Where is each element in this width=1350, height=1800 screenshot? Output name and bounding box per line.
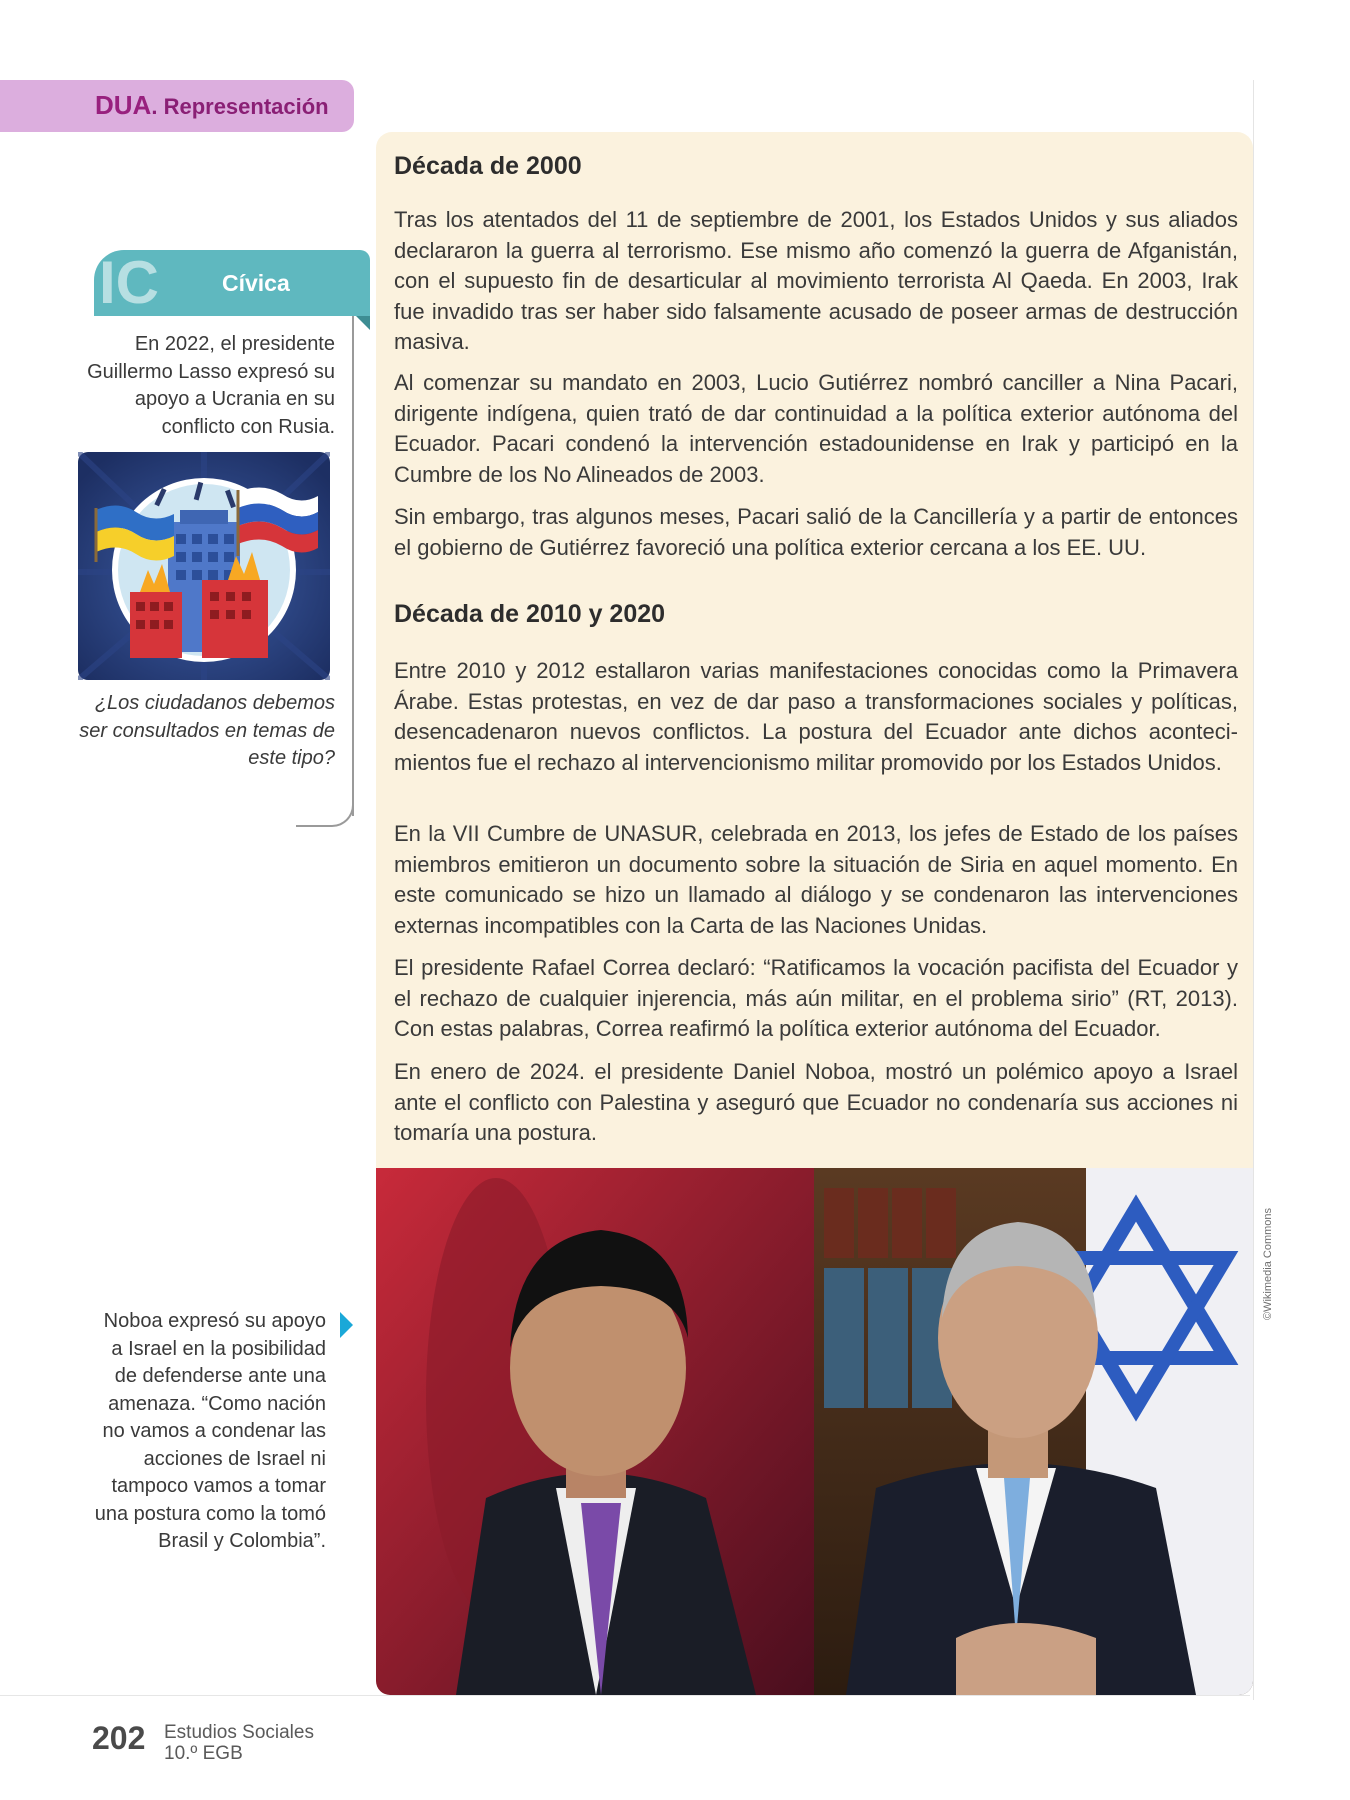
civica-title: Cívica [222,270,290,296]
footer-grade: 10.º EGB [164,1743,243,1764]
photo-credit: ©Wikimedia Commons [1262,1207,1274,1320]
paragraph: Al comenzar su mandato en 2003, Lucio Gutiérrez nombró canciller a Nina Pacari, dirigente indígena, quien trató de dar continuidad a la política exterior autónoma del Ecuador. Pacari condenó la intervención estadounidense en Irak y participó en la Cumbre de los No Alineados de 2003. [394,370,1238,487]
page-bottom-rule [0,1695,1250,1696]
page-right-rule [1253,80,1254,1700]
civica-ic-icon: IC [99,249,159,316]
civica-header [94,250,370,316]
dua-tab [0,80,354,132]
heading-decada-2010-2020: Década de 2010 y 2020 [394,600,666,628]
paragraph: En la VII Cumbre de UNASUR, celebrada en 2013, los jefes de Estado de los países miembros emitieron un documento sobre la situación de Siria en aquel momento. En este comunicado se hizo un llamado al diálogo y se condenaron las intervenciones externas incompatibles con la Carta de las Naciones Unidas. [394,821,1238,938]
heading-decada-2000: Década de 2000 [394,152,582,180]
footer-subject: Estudios Sociales [164,1722,314,1743]
paragraph: Sin embargo, tras algunos meses, Pacari salió de la Cancillería y a partir de entonces el gobierno de Gutiérrez favoreció una política exterior cercana a los EE. UU. [394,504,1238,560]
page-number: 202 [92,1720,146,1756]
civica-question: ¿Los ciudadanos debemos ser consultados en temas de este tipo? [79,692,335,769]
paragraph: Entre 2010 y 2012 estallaron varias manifestaciones conocidas como la Primavera Árabe. Estas protestas, en vez de dar paso a transformaciones sociales y políticas, desencadenaron nuevos conflictos. La postura del Ecuador ante dichos acontecimientos fue el rechazo al intervencionismo militar promovido por los Estados Unidos. [394,658,1238,775]
civica-border [352,316,354,816]
caption-arrow-icon [340,1312,353,1338]
paragraph: El presidente Rafael Correa declaró: “Ratificamos la vocación pacifista del Ecuador y el rechazo de cualquier injerencia, más aún militar, en el problema sirio” (RT, 2013). Con estas palabras, Correa reafirmó la política exterior autónoma del Ecuador. [394,955,1238,1041]
civica-fold [356,316,370,330]
photo-caption: Noboa expresó su apoyo a Israel en la posibilidad de defenderse ante una amenaza. “Como nación no vamos a condenar las acciones de Israel ni tampoco vamos a tomar una postura como la tomó Brasil y Colombia”. [94,1310,326,1552]
civica-text: En 2022, el presidente Guillermo Lasso expresó su apoyo a Ucrania en su conflicto con Rusia. [87,333,335,438]
civica-border-curve [296,770,354,827]
ukraine-russia-illustration [78,452,330,680]
noboa-netanyahu-photo [376,1168,1253,1695]
paragraph: En enero de 2024. el presidente Daniel Noboa, mostró un polémico apoyo a Israel ante el conflicto con Palestina y aseguró que Ecuador no condenaría sus acciones ni tomaría una postura. [394,1059,1238,1145]
dua-label: DUA. Representación [95,90,329,120]
paragraph: Tras los atentados del 11 de septiembre de 2001, los Estados Unidos y sus aliados declararon la guerra al terrorismo. Ese mismo año comenzó la guerra de Afganistán, con el supuesto fin de desarticular al movimiento terrorista Al Qaeda. En 2003, Irak fue invadido tras ser haber sido falsamente acusado de poseer armas de destrucción masiva. [394,207,1238,354]
